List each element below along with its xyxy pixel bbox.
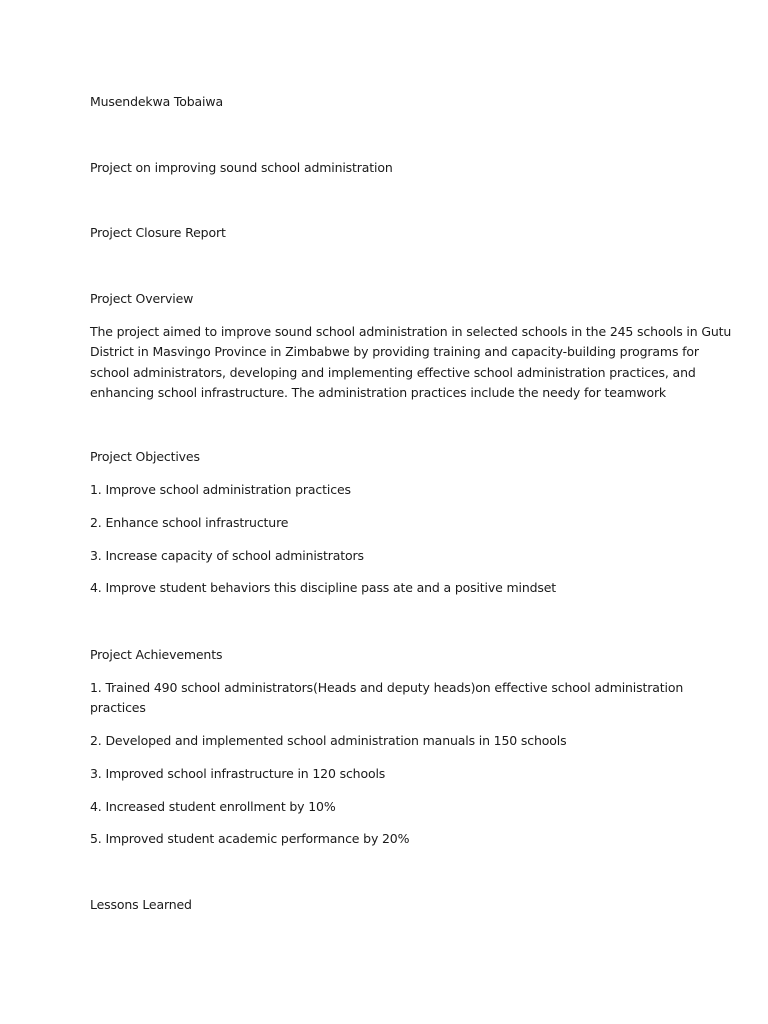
overview-line: enhancing school infrastructure. The administration practices include the needy for teamwork (90, 384, 667, 400)
overview-heading: Project Overview (90, 291, 194, 306)
author-name: Musendekwa Tobaiwa (90, 94, 223, 109)
achievement-item: 3. Improved school infrastructure in 120 schools (90, 766, 386, 781)
overview-line: District in Masvingo Province in Zimbabwe by providing training and capacity-building programs for (90, 344, 699, 360)
objective-item: 4. Improve student behaviors this discipline pass ate and a positive mindset (90, 580, 557, 595)
achievement-item (90, 678, 690, 719)
achievements-heading: Project Achievements (90, 647, 223, 662)
report-title: Project Closure Report (90, 225, 226, 240)
project-title: Project on improving sound school administration (90, 160, 393, 175)
achievement-line: practices (90, 700, 146, 716)
lessons-heading: Lessons Learned (90, 897, 192, 912)
achievement-line: 1. Trained 490 school administrators(Heads and deputy heads)on effective school administration (90, 680, 684, 695)
overview-line: The project aimed to improve sound school administration in selected schools in the 245 schools in Gutu (90, 324, 732, 339)
overview-paragraph (90, 322, 732, 403)
objective-item: 3. Increase capacity of school administrators (90, 548, 364, 563)
overview-line: school administrators, developing and implementing effective school administration practices, and (90, 364, 696, 380)
objectives-heading: Project Objectives (90, 449, 200, 464)
achievement-item: 5. Improved student academic performance by 20% (90, 831, 410, 846)
achievement-item: 4. Increased student enrollment by 10% (90, 799, 336, 814)
achievement-item: 2. Developed and implemented school administration manuals in 150 schools (90, 733, 567, 748)
objective-item: 1. Improve school administration practices (90, 482, 351, 497)
objective-item: 2. Enhance school infrastructure (90, 515, 289, 530)
